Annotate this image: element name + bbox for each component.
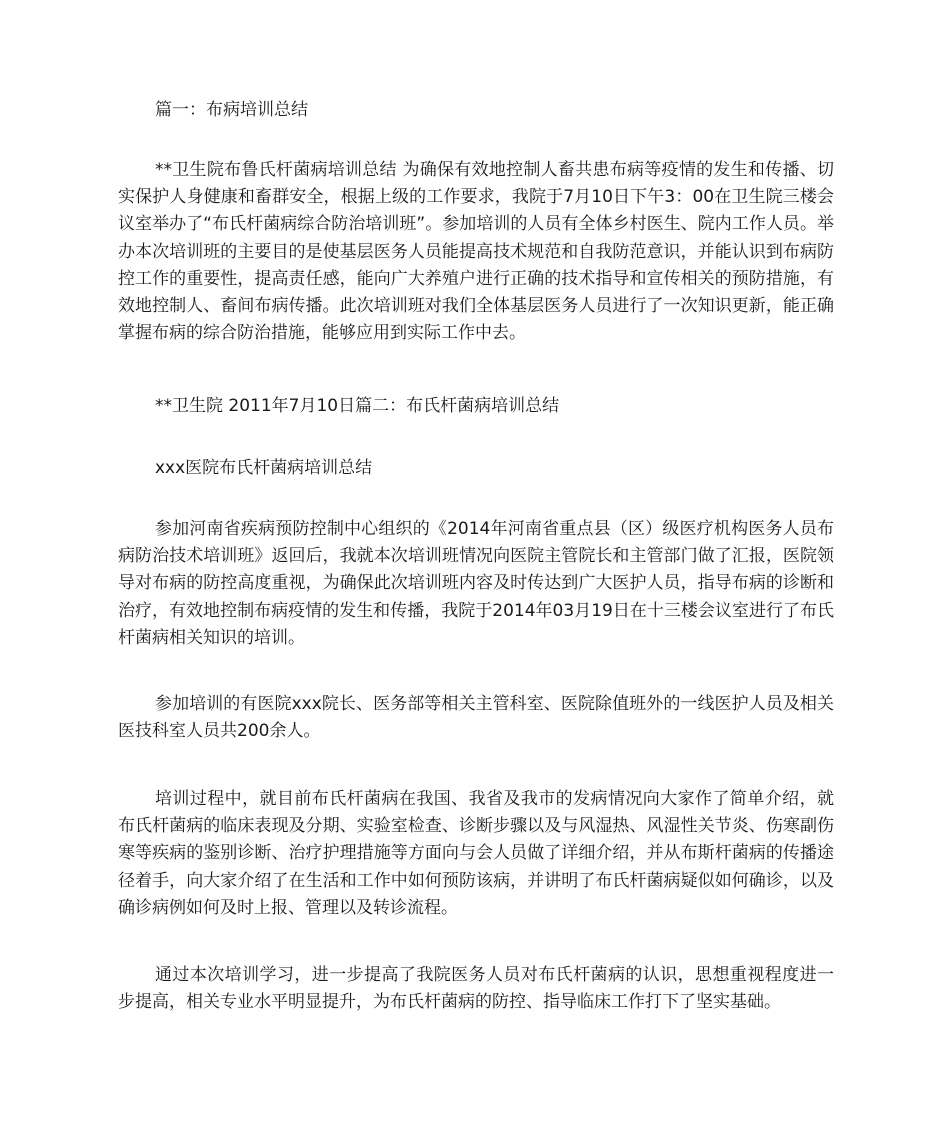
body-paragraph: **卫生院布鲁氏杆菌病培训总结 为确保有效地控制人畜共患布病等疫情的发生和传播、切实保护人身健康和畜群安全，根据上级的工作要求，我院于7月10日下午3：00在卫生院三楼会议室举办了“布氏杆菌病综合防治培训班”。参加培训的人员有全体乡村医生、院内工作人员。举办本次培训班的主要目的是使基层医务人员能提高技术规范和自我防范意识，并能认识到布病防控工作的重要性，提高责任感，能向广大养殖户进行正确的技术指导和宣传相关的预防措施，有效地控制人、畜间布病传播。此次培训班对我们全体基层医务人员进行了一次知识更新，能正确掌握布病的综合防治措施，能够应用到实际工作中去。 bbox=[118, 160, 834, 344]
body-paragraph: 参加培训的有医院xxx院长、医务部等相关主管科室、医院除值班外的一线医护人员及相关医技科室人员共200余人。 bbox=[118, 694, 834, 742]
section-heading: 篇一：布病培训总结 bbox=[155, 100, 308, 120]
date-and-section-heading: **卫生院 2011年7月10日篇二：布氏杆菌病培训总结 bbox=[155, 396, 560, 416]
body-paragraph: 通过本次培训学习，进一步提高了我院医务人员对布氏杆菌病的认识，思想重视程度进一步提高，相关专业水平明显提升，为布氏杆菌病的防控、指导临床工作打下了坚实基础。 bbox=[118, 965, 834, 1013]
body-paragraph: 参加河南省疾病预防控制中心组织的《2014年河南省重点县（区）级医疗机构医务人员布病防治技术培训班》返回后，我就本次培训班情况向医院主管院长和主管部门做了汇报，医院领导对布病的防控高度重视，为确保此次培训班内容及时传达到广大医护人员，指导布病的诊断和治疗，有效地控制布病疫情的发生和传播，我院于2014年03月19日在十三楼会议室进行了布氏杆菌病相关知识的培训。 bbox=[118, 519, 834, 648]
body-paragraph: 培训过程中，就目前布氏杆菌病在我国、我省及我市的发病情况向大家作了简单介绍，就布氏杆菌病的临床表现及分期、实验室检查、诊断步骤以及与风湿热、风湿性关节炎、伤寒副伤寒等疾病的鉴别诊断、治疗护理措施等方面向与会人员做了详细介绍，并从布斯杆菌病的传播途径着手，向大家介绍了在生活和工作中如何预防该病，并讲明了布氏杆菌病疑似如何确诊，以及确诊病例如何及时上报、管理以及转诊流程。 bbox=[118, 789, 834, 918]
section-title: xxx医院布氏杆菌病培训总结 bbox=[155, 458, 373, 478]
